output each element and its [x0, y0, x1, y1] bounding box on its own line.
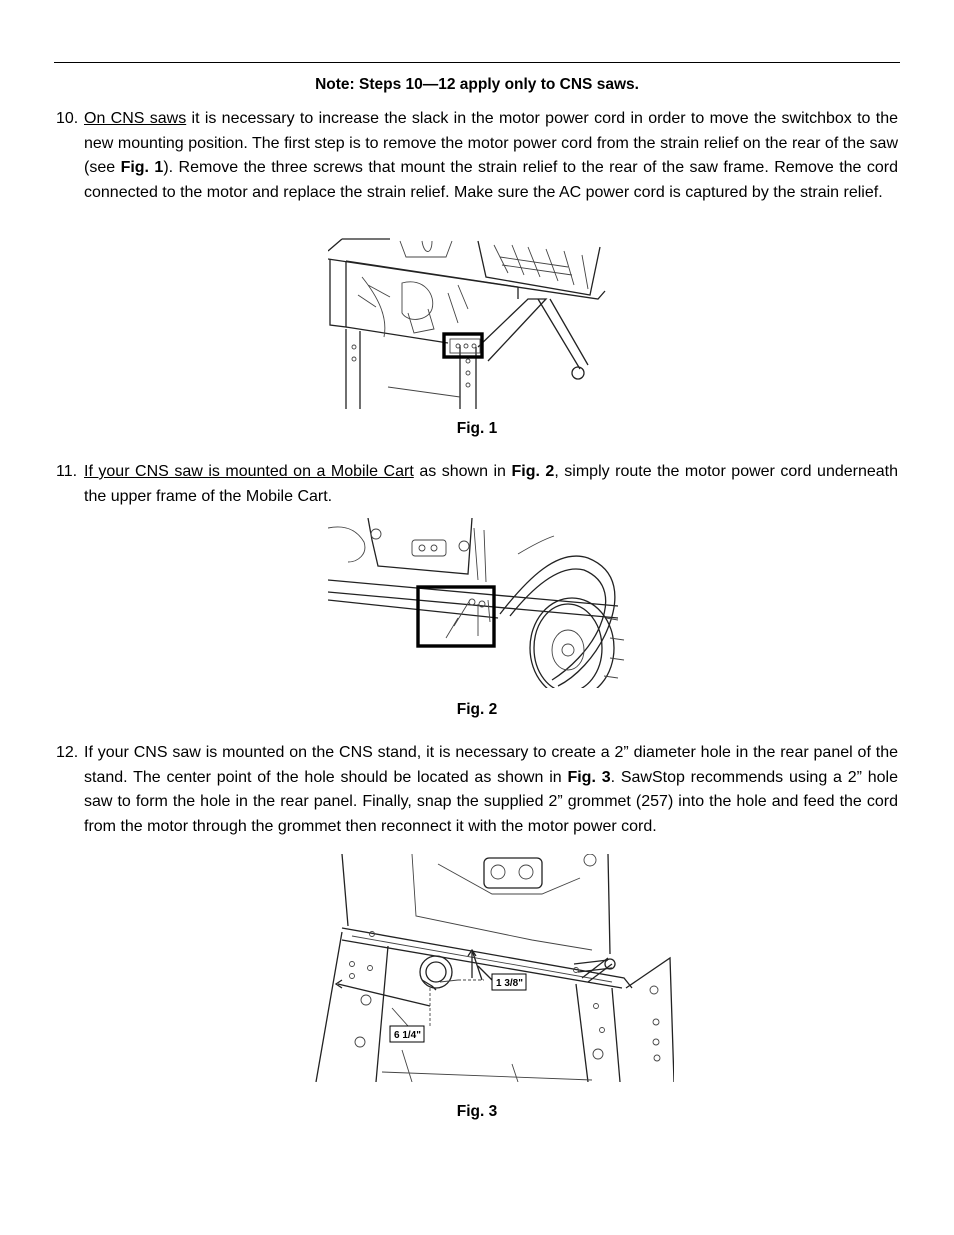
step-underlined-text: If your CNS saw is mounted on a Mobile Cart — [84, 463, 414, 480]
figure-reference: Fig. 2 — [511, 463, 555, 480]
step-number: 11. — [56, 463, 78, 480]
step-text-part: ). Remove the three screws that mount the strain relief to the rear of the saw frame. Remove the cord connected to the motor and replace the strain relief. Make sure the AC power cord is captured by the strain relief. — [84, 159, 899, 201]
step-text — [84, 107, 898, 205]
figure-2-image — [328, 518, 628, 688]
header-rule — [54, 62, 900, 63]
figure-reference: Fig. 1 — [120, 159, 164, 176]
figure-2-caption: Fig. 2 — [456, 701, 498, 718]
figure-1-image — [328, 237, 606, 409]
figure-3-image — [312, 854, 674, 1082]
step-10 — [56, 107, 898, 205]
step-11 — [56, 460, 898, 509]
step-text-part: , simply route the motor power cord underneath the upper frame of the Mobile Cart. — [84, 463, 899, 505]
dimension-label-horizontal: 6 1/4" — [394, 1030, 421, 1041]
step-text — [84, 460, 898, 509]
step-number: 10. — [56, 110, 79, 127]
step-text-part: . SawStop recommends using a 2” hole saw to form the hole in the rear panel. Finally, snap the supplied 2” grommet (257) into the hole and feed the cord from the motor through the grommet then reconnect it with the motor power cord. — [84, 768, 898, 835]
figure-reference: Fig. 3 — [567, 768, 611, 786]
step-text-part: it is necessary to increase the slack in the motor power cord in order to move the switchbox to the new mounting position. The first step is to remove the motor power cord from the strain relief on the rear of the saw (see — [84, 110, 899, 176]
step-text — [84, 741, 898, 839]
step-number: 12. — [56, 744, 79, 761]
step-text-part: as shown in — [413, 463, 512, 480]
step-underlined-text: On CNS saws — [84, 110, 187, 127]
step-12 — [56, 741, 898, 839]
figure-1-caption: Fig. 1 — [456, 420, 498, 437]
step-text-part: If your CNS saw is mounted on the CNS stand, it is necessary to create a 2” diameter hole in the rear panel of the stand. The center point of the hole should be located as shown in — [84, 744, 898, 786]
figure-3-caption: Fig. 3 — [456, 1103, 498, 1120]
dimension-label-vertical: 1 3/8" — [496, 978, 523, 989]
note-heading: Note: Steps 10—12 apply only to CNS saws. — [315, 76, 639, 93]
